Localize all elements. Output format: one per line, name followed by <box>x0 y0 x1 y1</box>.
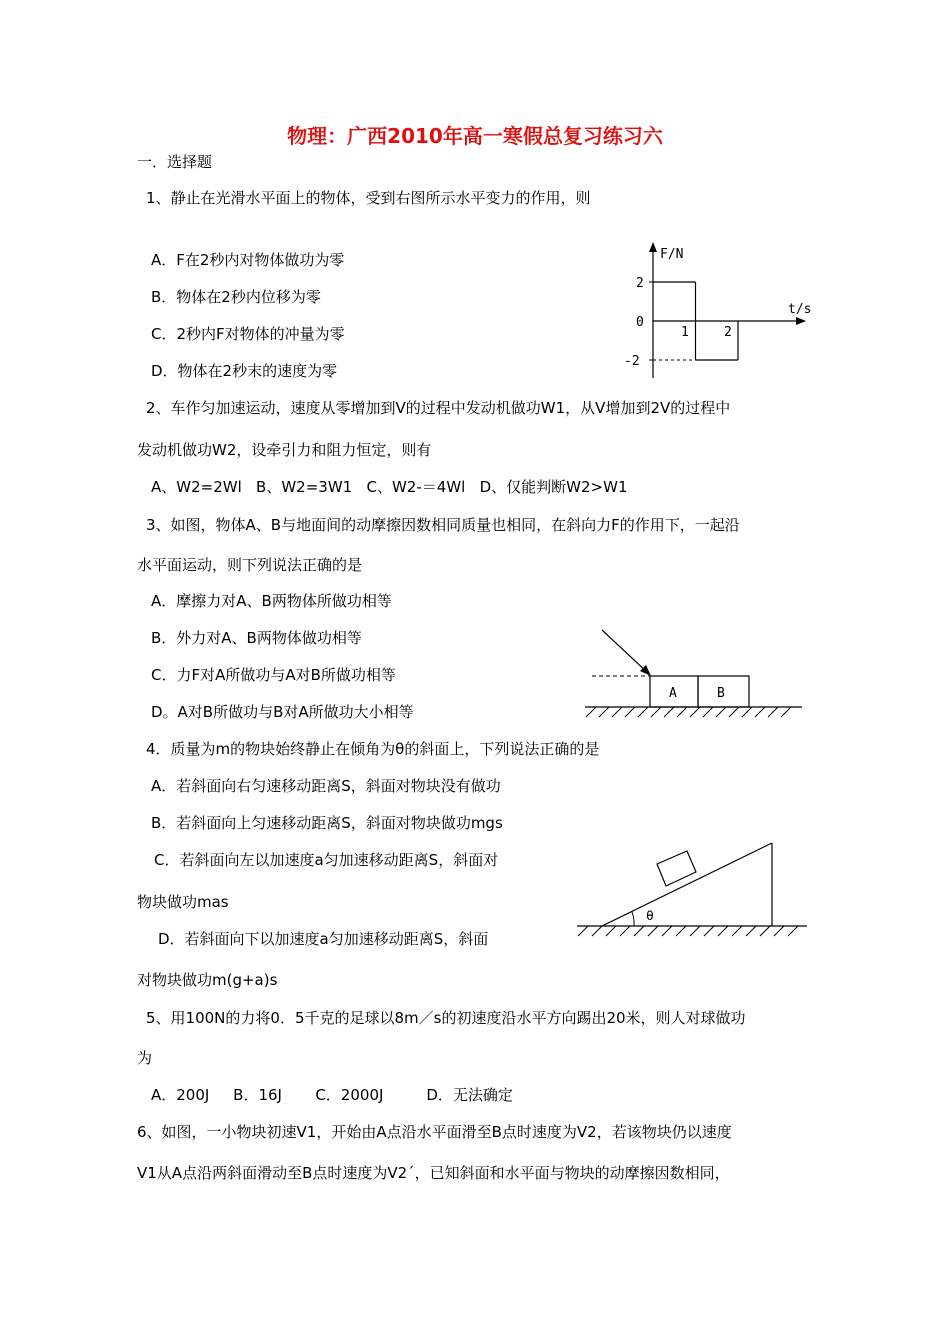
q1-option-a: A．F在2秒内对物体做功为零 <box>151 251 345 269</box>
hatch-mark <box>664 707 674 717</box>
x-tick-label-1: 1 <box>681 325 689 340</box>
hatch-mark <box>638 707 648 717</box>
y-tick-label-neg2: -2 <box>624 354 640 369</box>
q2-options: A、W2=2Wl B、W2=3W1 C、W2-＝4Wl D、仅能判断W2>W1 <box>151 478 628 496</box>
q2-stem-line1: 2、车作匀加速运动，速度从零增加到V的过程中发动机做功W1，从V增加到2V的过程中 <box>146 399 731 417</box>
x-axis-label: t/s <box>788 302 812 317</box>
hatch-mark <box>690 707 700 717</box>
hatch-mark <box>704 926 714 936</box>
block-on-incline <box>657 851 696 886</box>
force-arrow <box>602 630 648 673</box>
y-axis-label: F/N <box>660 247 684 262</box>
ground-hatching <box>586 707 791 717</box>
q4-option-b: B．若斜面向上匀速移动距离S，斜面对物块做功mgs <box>151 814 503 832</box>
y-axis-arrow <box>649 242 657 252</box>
q4-option-d-line1: D．若斜面向下以加速度a匀加速移动距离S，斜面 <box>158 930 489 948</box>
hatch-mark <box>760 926 770 936</box>
q5-stem-line2: 为 <box>137 1049 153 1067</box>
q4-stem: 4．质量为m的物块始终静止在倾角为θ的斜面上，下列说法正确的是 <box>146 740 600 758</box>
q3-stem-line1: 3、如图，物体A、B与地面间的动摩擦因数相同质量也相同，在斜向力F的作用下，一起沿 <box>146 516 740 534</box>
q1-option-c: C．2秒内F对物体的冲量为零 <box>151 325 345 343</box>
q3-option-b: B．外力对A、B两物体做功相等 <box>151 629 362 647</box>
hatch-mark <box>677 707 687 717</box>
q2-stem-line2: 发动机做功W2，设牵引力和阻力恒定，则有 <box>137 441 432 459</box>
q3-option-c: C．力F对A所做功与A对B所做功相等 <box>151 666 396 684</box>
hatch-mark <box>716 707 726 717</box>
hatch-mark <box>592 926 602 936</box>
q1-option-b: B．物体在2秒内位移为零 <box>151 288 321 306</box>
hatch-mark <box>606 926 616 936</box>
section-heading: 一．选择题 <box>137 153 213 171</box>
hatch-mark <box>732 926 742 936</box>
q1-stem: 1、静止在光滑水平面上的物体，受到右图所示水平变力的作用，则 <box>146 189 591 207</box>
incline-diagram <box>572 838 812 948</box>
hatch-mark <box>788 926 798 936</box>
hatch-mark <box>781 707 791 717</box>
q6-stem-line2: V1从A点沿两斜面滑动至B点时速度为V2ˊ，已知斜面和水平面与物块的动摩擦因数相同， <box>137 1164 730 1182</box>
hatch-mark <box>718 926 728 936</box>
incline-surface <box>602 843 772 926</box>
hatch-mark <box>578 926 588 936</box>
x-tick-label-2: 2 <box>724 325 732 340</box>
hatch-mark <box>746 926 756 936</box>
hatch-mark <box>612 707 622 717</box>
hatch-mark <box>676 926 686 936</box>
ground-hatching <box>578 926 798 936</box>
y-tick-label-2: 2 <box>636 276 644 291</box>
q5-options: A．200J B．16J C．2000J D．无法确定 <box>151 1086 513 1104</box>
hatch-mark <box>662 926 672 936</box>
q3-stem-line2: 水平面运动，则下列说法正确的是 <box>137 556 363 574</box>
hatch-mark <box>729 707 739 717</box>
q1-option-d: D．物体在2秒末的速度为零 <box>151 362 338 380</box>
hatch-mark <box>703 707 713 717</box>
q6-stem-line1: 6、如图，一小物块初速V1，开始由A点沿水平面滑至B点时速度为V2，若该物块仍以速度 <box>137 1123 732 1141</box>
document-title: 物理：广西2010年高一寒假总复习练习六 <box>287 124 663 148</box>
angle-arc <box>632 912 634 926</box>
hatch-mark <box>742 707 752 717</box>
q4-option-c-line2: 物块做功mas <box>137 893 229 911</box>
hatch-mark <box>634 926 644 936</box>
q4-option-c-line1: C．若斜面向左以加速度a匀加速移动距离S，斜面对 <box>154 851 499 869</box>
block-b-label: B <box>717 686 725 701</box>
blocks-diagram <box>580 625 810 725</box>
q4-option-d-line2: 对物块做功m(g+a)s <box>137 971 278 989</box>
block-a-label: A <box>669 686 677 701</box>
hatch-mark <box>774 926 784 936</box>
x-axis-arrow <box>796 317 806 325</box>
q3-option-d: D。A对B所做功与B对A所做功大小相等 <box>151 703 414 721</box>
hatch-mark <box>599 707 609 717</box>
hatch-mark <box>625 707 635 717</box>
q5-stem-line1: 5、用100N的力将0．5千克的足球以8m／s的初速度沿水平方向踢出20米，则人对球做功 <box>146 1009 746 1027</box>
hatch-mark <box>651 707 661 717</box>
angle-label: θ <box>646 909 654 924</box>
y-tick-label-0: 0 <box>636 315 644 330</box>
hatch-mark <box>755 707 765 717</box>
hatch-mark <box>768 707 778 717</box>
hatch-mark <box>648 926 658 936</box>
hatch-mark <box>690 926 700 936</box>
hatch-mark <box>620 926 630 936</box>
q3-option-a: A．摩擦力对A、B两物体所做功相等 <box>151 592 392 610</box>
hatch-mark <box>586 707 596 717</box>
force-time-chart <box>620 240 810 380</box>
q4-option-a: A．若斜面向右匀速移动距离S，斜面对物块没有做功 <box>151 777 501 795</box>
